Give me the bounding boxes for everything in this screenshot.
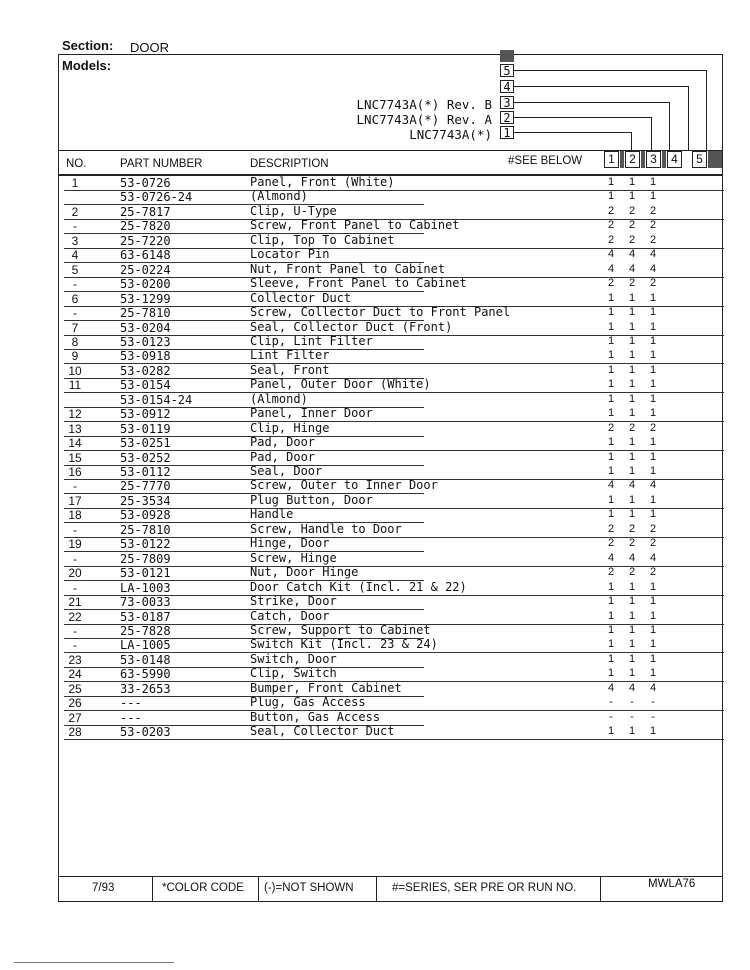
- model-box-5: 5: [500, 64, 514, 77]
- row-description: Panel, Inner Door: [250, 406, 373, 420]
- row-quantity: 1: [607, 378, 615, 390]
- row-quantity: 2: [607, 205, 615, 217]
- row-number: 7: [71, 321, 79, 335]
- row-quantity: 2: [649, 523, 657, 535]
- row-quantity: 1: [649, 393, 657, 405]
- connector-line: [688, 86, 689, 150]
- row-underline: [64, 609, 424, 610]
- row-quantity: 1: [649, 508, 657, 520]
- row-part-number: 25-7820: [120, 219, 171, 233]
- header-description: DESCRIPTION: [250, 158, 329, 170]
- row-quantity: 1: [607, 653, 615, 665]
- row-number: -: [73, 624, 77, 638]
- row-quantity: 2: [628, 422, 636, 434]
- row-quantity: 1: [607, 451, 615, 463]
- row-quantity: 4: [607, 479, 615, 491]
- row-number: 15: [68, 451, 82, 465]
- row-quantity: 2: [628, 523, 636, 535]
- row-part-number: 53-0148: [120, 653, 171, 667]
- row-quantity: 1: [628, 465, 636, 477]
- row-quantity: 1: [607, 595, 615, 607]
- row-description: Sleeve, Front Panel to Cabinet: [250, 276, 467, 290]
- row-quantity: 4: [649, 682, 657, 694]
- row-number: 21: [68, 595, 82, 609]
- connector-line: [514, 132, 631, 133]
- column-3-box: 3: [646, 151, 661, 168]
- row-quantity: 1: [607, 407, 615, 419]
- row-part-number: 25-7817: [120, 205, 171, 219]
- row-quantity: 1: [628, 436, 636, 448]
- model-rev-a: LNC7743A(*) Rev. A: [356, 112, 492, 127]
- row-number: -: [73, 638, 77, 652]
- connector-line: [669, 102, 670, 150]
- row-quantity: 1: [649, 292, 657, 304]
- connector-line: [706, 70, 707, 150]
- row-description: Screw, Front Panel to Cabinet: [250, 218, 460, 232]
- row-underline: [64, 204, 424, 205]
- row-quantity: 2: [649, 277, 657, 289]
- header-part-number: PART NUMBER: [120, 158, 203, 170]
- row-description: Panel, Outer Door (White): [250, 377, 431, 391]
- row-description: Screw, Collector Duct to Front Panel: [250, 305, 511, 319]
- row-number: -: [73, 219, 77, 233]
- row-part-number: 53-0122: [120, 537, 171, 551]
- row-number: 25: [68, 682, 82, 696]
- row-quantity: 2: [649, 219, 657, 231]
- row-quantity: 1: [649, 335, 657, 347]
- row-part-number: LA-1003: [120, 581, 171, 595]
- row-underline: [64, 465, 424, 466]
- row-number: 20: [68, 566, 82, 580]
- row-quantity: 1: [607, 508, 615, 520]
- row-quantity: 1: [607, 190, 615, 202]
- row-quantity: 1: [649, 364, 657, 376]
- row-part-number: 25-7810: [120, 306, 171, 320]
- row-quantity: 1: [649, 638, 657, 650]
- connector-line: [514, 86, 688, 87]
- row-quantity: 2: [607, 277, 615, 289]
- row-quantity: 2: [649, 205, 657, 217]
- row-quantity: 2: [607, 219, 615, 231]
- row-number: 3: [71, 234, 79, 248]
- row-quantity: 1: [607, 364, 615, 376]
- row-part-number: 53-0203: [120, 725, 171, 739]
- row-quantity: 1: [607, 725, 615, 737]
- footer-date: 7/93: [92, 882, 115, 894]
- row-quantity: 1: [649, 190, 657, 202]
- row-quantity: 1: [628, 624, 636, 636]
- row-quantity: 1: [628, 451, 636, 463]
- footer-series: #=SERIES, SER PRE OR RUN NO.: [392, 882, 577, 894]
- row-underline: [64, 291, 424, 292]
- row-number: 5: [71, 263, 79, 277]
- model-box-3: 3: [500, 96, 514, 109]
- row-number: 23: [68, 653, 82, 667]
- connector-line: [514, 70, 706, 71]
- row-quantity: 4: [649, 263, 657, 275]
- row-description: Door Catch Kit (Incl. 21 & 22): [250, 580, 467, 594]
- row-description: Plug Button, Door: [250, 493, 373, 507]
- row-quantity: 1: [607, 667, 615, 679]
- row-quantity: 2: [628, 205, 636, 217]
- footer-color-code: *COLOR CODE: [162, 882, 244, 894]
- row-description: Switch Kit (Incl. 23 & 24): [250, 637, 438, 651]
- row-quantity: 1: [649, 436, 657, 448]
- row-number: 2: [71, 205, 79, 219]
- row-number: -: [73, 306, 77, 320]
- row-number: 28: [68, 725, 82, 739]
- row-description: Panel, Front (White): [250, 175, 395, 189]
- row-quantity: 2: [649, 566, 657, 578]
- row-part-number: 53-1299: [120, 292, 171, 306]
- row-description: Screw, Outer to Inner Door: [250, 478, 438, 492]
- row-part-number: 73-0033: [120, 595, 171, 609]
- row-quantity: 1: [649, 595, 657, 607]
- row-quantity: 1: [628, 349, 636, 361]
- row-quantity: 1: [607, 624, 615, 636]
- row-quantity: 1: [607, 306, 615, 318]
- row-part-number: 63-6148: [120, 248, 171, 262]
- model-box-4: 4: [500, 80, 514, 93]
- model-rev-b: LNC7743A(*) Rev. B: [356, 97, 492, 112]
- row-part-number: 25-7828: [120, 624, 171, 638]
- row-description: Clip, Switch: [250, 666, 337, 680]
- column-1-box: 1: [604, 151, 619, 168]
- row-underline: [64, 436, 424, 437]
- footer-not-shown: (-)=NOT SHOWN: [264, 882, 354, 894]
- row-number: -: [73, 277, 77, 291]
- row-quantity: 4: [649, 248, 657, 260]
- row-description: Locator Pin: [250, 247, 330, 261]
- row-underline: [64, 739, 724, 740]
- row-underline: [64, 551, 424, 552]
- row-part-number: 25-7770: [120, 479, 171, 493]
- row-part-number: 53-0123: [120, 335, 171, 349]
- row-quantity: 4: [628, 682, 636, 694]
- row-description: Bumper, Front Cabinet: [250, 681, 402, 695]
- connector-line: [631, 132, 632, 150]
- row-description: Hinge, Door: [250, 536, 330, 550]
- row-part-number: 53-0252: [120, 451, 171, 465]
- row-quantity: 2: [649, 422, 657, 434]
- row-description: Seal, Front: [250, 363, 330, 377]
- row-part-number: 53-0204: [120, 321, 171, 335]
- row-quantity: 4: [607, 552, 615, 564]
- row-part-number: 25-7220: [120, 234, 171, 248]
- row-description: (Almond): [250, 392, 308, 406]
- row-part-number: 63-5990: [120, 667, 171, 681]
- row-quantity: 4: [607, 682, 615, 694]
- row-quantity: 1: [628, 306, 636, 318]
- row-quantity: 1: [649, 667, 657, 679]
- dark-separator: [662, 151, 666, 168]
- row-quantity: 1: [649, 581, 657, 593]
- row-quantity: 1: [628, 190, 636, 202]
- row-quantity: 1: [628, 292, 636, 304]
- row-quantity: 4: [607, 263, 615, 275]
- row-quantity: 2: [649, 537, 657, 549]
- scan-edge-line: [14, 962, 174, 963]
- row-quantity: 1: [607, 335, 615, 347]
- row-quantity: 1: [628, 638, 636, 650]
- row-part-number: 53-0154-24: [120, 393, 193, 407]
- dark-top-marker: [500, 50, 514, 62]
- row-quantity: 2: [607, 537, 615, 549]
- row-number: 22: [68, 610, 82, 624]
- row-description: Clip, Lint Filter: [250, 334, 373, 348]
- row-description: Button, Gas Access: [250, 710, 381, 724]
- column-2-box: 2: [625, 151, 640, 168]
- row-quantity: 1: [649, 725, 657, 737]
- row-part-number: 53-0282: [120, 364, 171, 378]
- row-description: Pad, Door: [250, 435, 316, 449]
- row-underline: [64, 696, 424, 697]
- row-quantity: 1: [628, 653, 636, 665]
- row-number: 16: [68, 465, 82, 479]
- connector-line: [651, 117, 652, 150]
- dark-separator: [641, 151, 645, 168]
- model-box-2: 2: [500, 111, 514, 124]
- row-quantity: 2: [607, 234, 615, 246]
- row-quantity: 1: [649, 349, 657, 361]
- row-quantity: 1: [628, 508, 636, 520]
- row-part-number: 53-0119: [120, 422, 171, 436]
- row-quantity: 1: [649, 378, 657, 390]
- column-5-box: 5: [692, 151, 707, 168]
- section-label: Section:: [62, 38, 114, 53]
- row-part-number: 53-0726-24: [120, 190, 193, 204]
- row-description: Clip, Hinge: [250, 421, 330, 435]
- row-number: 14: [68, 436, 82, 450]
- row-quantity: 4: [628, 248, 636, 260]
- row-quantity: 2: [607, 523, 615, 535]
- row-number: -: [73, 552, 77, 566]
- row-quantity: 2: [628, 537, 636, 549]
- row-part-number: 53-0200: [120, 277, 171, 291]
- row-number: 27: [68, 711, 82, 725]
- row-quantity: 2: [607, 422, 615, 434]
- row-description: Strike, Door: [250, 594, 337, 608]
- row-quantity: 1: [649, 176, 657, 188]
- row-description: Screw, Handle to Door: [250, 522, 402, 536]
- row-quantity: 1: [607, 321, 615, 333]
- row-quantity: 1: [649, 610, 657, 622]
- row-number: 11: [68, 378, 82, 392]
- footer-divider: [258, 876, 259, 902]
- row-description: Screw, Support to Cabinet: [250, 623, 431, 637]
- row-part-number: LA-1005: [120, 638, 171, 652]
- row-description: Plug, Gas Access: [250, 695, 366, 709]
- dark-separator: [708, 151, 722, 168]
- footer-page-id: MWLA76: [648, 878, 696, 890]
- row-description: Seal, Collector Duct: [250, 724, 395, 738]
- row-number: 18: [68, 508, 82, 522]
- row-number: -: [73, 479, 77, 493]
- row-quantity: 4: [628, 263, 636, 275]
- row-quantity: 1: [649, 321, 657, 333]
- row-quantity: 2: [628, 234, 636, 246]
- row-quantity: -: [609, 711, 613, 723]
- row-quantity: 4: [649, 479, 657, 491]
- row-quantity: 1: [607, 465, 615, 477]
- row-part-number: 25-7810: [120, 523, 171, 537]
- row-description: Screw, Hinge: [250, 551, 337, 565]
- row-description: Nut, Door Hinge: [250, 565, 359, 579]
- row-part-number: ---: [120, 696, 142, 710]
- row-number: 1: [71, 176, 79, 190]
- row-quantity: 1: [628, 667, 636, 679]
- row-quantity: 1: [607, 393, 615, 405]
- row-quantity: -: [651, 696, 655, 708]
- row-quantity: -: [630, 696, 634, 708]
- row-number: 13: [68, 422, 82, 436]
- row-description: Pad, Door: [250, 450, 316, 464]
- row-number: -: [73, 581, 77, 595]
- row-quantity: 1: [607, 638, 615, 650]
- row-quantity: 2: [607, 566, 615, 578]
- row-part-number: 53-0928: [120, 508, 171, 522]
- model-box-1: 1: [500, 126, 514, 139]
- row-quantity: 4: [649, 552, 657, 564]
- footer-divider: [152, 876, 153, 902]
- row-part-number: 53-0918: [120, 349, 171, 363]
- row-quantity: 1: [649, 465, 657, 477]
- row-quantity: 1: [649, 407, 657, 419]
- row-description: Seal, Collector Duct (Front): [250, 320, 453, 334]
- row-part-number: ---: [120, 711, 142, 725]
- row-quantity: 1: [628, 494, 636, 506]
- footer-divider: [600, 876, 601, 902]
- row-number: -: [73, 523, 77, 537]
- row-underline: [64, 349, 424, 350]
- row-number: 12: [68, 407, 82, 421]
- row-quantity: 1: [607, 436, 615, 448]
- row-quantity: -: [651, 711, 655, 723]
- header-see-below: #SEE BELOW: [508, 155, 583, 167]
- row-number: 24: [68, 667, 82, 681]
- row-quantity: 1: [628, 610, 636, 622]
- header-no: NO.: [66, 158, 87, 170]
- row-quantity: 1: [628, 581, 636, 593]
- row-part-number: 53-0154: [120, 378, 171, 392]
- row-number: 26: [68, 696, 82, 710]
- row-quantity: 2: [649, 234, 657, 246]
- section-value: DOOR: [130, 40, 169, 55]
- row-description: Clip, Top To Cabinet: [250, 233, 395, 247]
- row-number: 9: [71, 349, 79, 363]
- row-quantity: 2: [628, 277, 636, 289]
- row-part-number: 53-0912: [120, 407, 171, 421]
- row-quantity: -: [630, 711, 634, 723]
- row-quantity: 4: [628, 479, 636, 491]
- row-description: Collector Duct: [250, 291, 352, 305]
- row-part-number: 33-2653: [120, 682, 171, 696]
- row-quantity: 1: [628, 176, 636, 188]
- row-quantity: 1: [607, 349, 615, 361]
- column-4-box: 4: [667, 151, 682, 168]
- model-base: LNC7743A(*): [409, 127, 492, 142]
- connector-line: [514, 117, 651, 118]
- row-quantity: 1: [649, 624, 657, 636]
- row-description: Handle: [250, 507, 294, 521]
- row-number: 4: [71, 248, 79, 262]
- row-quantity: 4: [607, 248, 615, 260]
- row-quantity: 1: [628, 321, 636, 333]
- row-quantity: 1: [607, 292, 615, 304]
- row-quantity: 1: [628, 407, 636, 419]
- row-description: Nut, Front Panel to Cabinet: [250, 262, 446, 276]
- row-quantity: 1: [607, 581, 615, 593]
- row-description: Switch, Door: [250, 652, 337, 666]
- row-description: Clip, U-Type: [250, 204, 337, 218]
- row-quantity: 2: [628, 566, 636, 578]
- row-quantity: 1: [607, 494, 615, 506]
- row-quantity: 2: [628, 219, 636, 231]
- row-part-number: 53-0187: [120, 610, 171, 624]
- row-description: (Almond): [250, 189, 308, 203]
- row-quantity: 1: [607, 176, 615, 188]
- row-number: 10: [68, 364, 82, 378]
- row-underline: [64, 667, 424, 668]
- dark-separator: [620, 151, 624, 168]
- row-number: 17: [68, 494, 82, 508]
- row-quantity: 1: [628, 595, 636, 607]
- connector-line: [514, 102, 669, 103]
- row-part-number: 53-0121: [120, 566, 171, 580]
- row-quantity: 1: [649, 494, 657, 506]
- row-quantity: 1: [649, 653, 657, 665]
- row-quantity: 1: [628, 378, 636, 390]
- row-quantity: 1: [628, 335, 636, 347]
- row-quantity: 1: [649, 451, 657, 463]
- row-number: 8: [71, 335, 79, 349]
- row-description: Seal, Door: [250, 464, 323, 478]
- row-description: Catch, Door: [250, 609, 330, 623]
- row-number: 19: [68, 537, 82, 551]
- row-part-number: 53-0112: [120, 465, 171, 479]
- row-quantity: 1: [628, 725, 636, 737]
- row-quantity: -: [609, 696, 613, 708]
- row-part-number: 25-7809: [120, 552, 171, 566]
- footer-divider: [376, 876, 377, 902]
- row-part-number: 53-0251: [120, 436, 171, 450]
- row-quantity: 1: [649, 306, 657, 318]
- row-part-number: 25-0224: [120, 263, 171, 277]
- row-quantity: 4: [628, 552, 636, 564]
- row-quantity: 1: [607, 610, 615, 622]
- row-quantity: 1: [628, 393, 636, 405]
- row-part-number: 25-3534: [120, 494, 171, 508]
- models-label: Models:: [62, 58, 112, 73]
- row-description: Lint Filter: [250, 348, 330, 362]
- row-quantity: 1: [628, 364, 636, 376]
- footer-rule: [58, 876, 723, 877]
- row-part-number: 53-0726: [120, 176, 171, 190]
- row-number: 6: [71, 292, 79, 306]
